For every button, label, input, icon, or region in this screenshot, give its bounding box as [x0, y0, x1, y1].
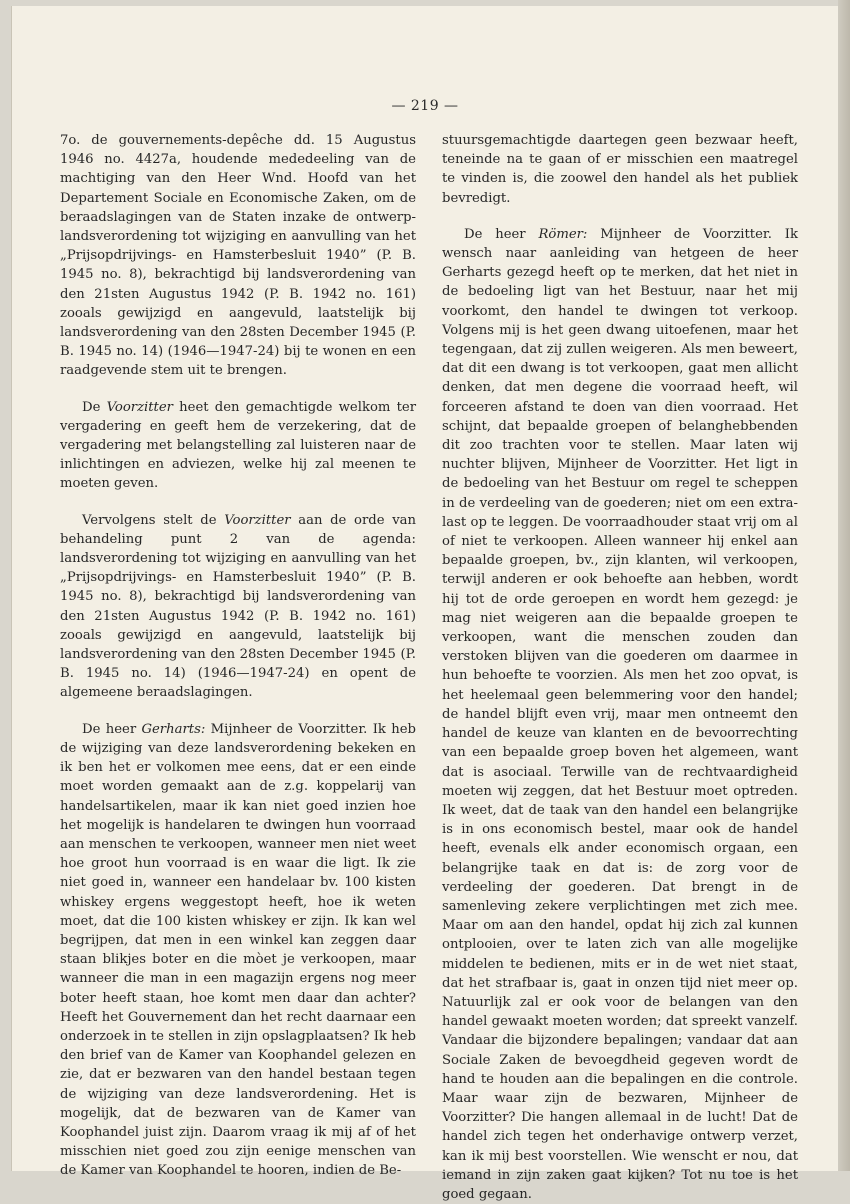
speaker-name: Gerharts: [141, 721, 206, 737]
document-page [12, 6, 838, 1202]
page-edge [838, 0, 850, 1171]
paragraph-voorzitter-welcome: De Voorzitter heet den gemachtigde welkom ter vergadering en geeft hem de verzekering, dat de vergadering met belangstelling zal luisteren naar de inlichtingen en adviezen, welke hij zal meenen te moeten geven. [60, 399, 416, 492]
paragraph-continuation: stuursgemachtigde daartegen geen bezwaar heeft, teneinde na te gaan of er misschien een maatregel te vinden is, die zoowel den handel als het publiek bevredigt. [442, 133, 798, 206]
left-column [60, 131, 416, 1181]
paragraph-romer: De heer Römer: Mijnheer de Voorzitter. Ik wensch naar aanleiding van hetgeen de heer Gerharts gezegd heeft op te merken, dat het niet in de bedoeling ligt van het Bestuur, naar het mij voorkomt, den handel te dwingen tot verkoop. Volgens mij is het geen dwang uitoefenen, maar het tegengaan, dat zij zullen weigeren. Als men beweert, dat dit een dwang is tot verkoopen, gaat men allicht denken, dat men degene die voorraad heeft, wil forceeren afstand te doen van dien voorraad. Het schijnt, dat bepaalde groepen of belanghebbenden dit zoo trachten voor te stellen. Maar laten wij nuchter blijven, Mijnheer de Voorzitter. Het ligt in de bedoeling van het Bestuur om regel te scheppen in de verdeeling van de goederen; niet om een extra-last op te leggen. De voorraadhouder staat vrij om al of niet te verkoopen. Alleen wanneer hij enkel aan bepaalde groepen, bv., zijn klanten, wil verkoopen, terwijl anderen er ook behoefte aan hebben, wordt hij tot de orde geroepen en wordt hem gezegd: je mag niet weigeren aan die bepaalde groepen te verkoopen, want die menschen zouden dan verstoken blijven van die goederen om daarmee in hun behoefte te voorzien. Als men het zoo opvat, is het heelemaal geen belemmering voor den handel; de handel blijft even vrij, maar men ontneemt den handel de keuze van klanten en de bevoorrechting van een bepaalde groep boven het algemeen, want dat is asociaal. Terwille van de rechtvaardigheid moeten wij zeggen, dat het Bestuur moet optreden. Ik weet, dat de taak van den handel een belangrijke is in ons economisch bestel, maar ook de handel heeft, evenals elk ander economisch orgaan, een belangrijke taak en dat is: de zorg voor de verdeeling der goederen. Dat brengt in de samenleving zekere verplichtingen met zich mee. Maar om aan den handel, opdat hij zich zal kunnen ontplooien, over te laten zich van alle mogelijke middelen te bedienen, mits er in de wet niet staat, dat het strafbaar is, gaat in onzen tijd niet meer op. Natuurlijk zal er ook voor de belangen van den handel gewaakt moeten worden; dat spreekt vanzelf. Vandaar die bijzondere bepalingen; vandaar dat aan Sociale Zaken de bevoegdheid gegeven wordt de hand te houden aan die bepalingen en die controle. Maar waar zijn de bezwaren, Mijnheer de Voorzitter? Die hangen allemaal in de lucht! Dat de handel zich tegen het onderhavige ontwerp verzet, kan ik mij best voorstellen. Wie wenscht er nou, dat iemand in zijn zaken gaat kijken? Tot nu toe is het goed gegaan. [442, 226, 798, 1202]
paragraph-gerharts: De heer Gerharts: Mijnheer de Voorzitter. Ik heb de wijziging van deze landsverordening bekeken en ik ben het er volkomen mee eens, dat er een einde moet worden gemaakt aan de z.g. koppelarij van handelsartikelen, maar ik kan niet goed inzien hoe het mogelijk is handelaren te dwingen hun voorraad aan menschen te verkoopen, wanneer men niet weet hoe groot hun voorraad is en waar die ligt. Ik zie niet goed in, wanneer een handelaar bv. 100 kisten whiskey ergens weggestopt heeft, hoe ik weten moet, dat die 100 kisten whiskey er zijn. Ik kan wel begrijpen, dat men in een winkel kan zeggen daar staan blikjes boter en die mòet je verkoopen, maar wanneer die man in een magazijn ergens nog meer boter heeft staan, hoe komt men daar dan achter? Heeft het Gouvernement dan het recht daarnaar een onderzoek in te stellen in zijn opslagplaatsen? Ik heb den brief van de Kamer van Koophandel gelezen en zie, dat er bezwaren van den handel bestaan tegen de wijziging van deze landsverordening. Het is mogelijk, dat de bezwaren van de Kamer van Koophandel juist zijn. Daarom vraag ik mij af of het misschien niet goed zou zijn eenige menschen van de Kamer van Koophandel te hooren, indien de Be- [60, 721, 416, 1179]
right-column [442, 131, 798, 1204]
paragraph-agenda: Vervolgens stelt de Voorzitter aan de orde van behandeling punt 2 van de agenda: landsverordening tot wijziging en aanvulling van het „Prijsopdrijvings- en Hamsterbesluit 1940” (P. B. 1945 no. 8), bekrachtigd bij landsverordening van den 21sten Augustus 1942 (P. B. 1942 no. 161) zooals gewijzigd en aangevuld, laatstelijk bij landsverordening van den 28sten December 1945 (P. B. 1945 no. 14) (1946—1947-24) en opent de algemeene beraadslagingen. [60, 512, 417, 701]
speaker-name: Voorzitter [106, 399, 173, 415]
speaker-name: Römer: [538, 226, 588, 242]
speaker-name: Voorzitter [224, 512, 291, 528]
page-number: — 219 — [391, 98, 459, 114]
paragraph-depeche: 7o. de gouvernements-depêche dd. 15 Augustus 1946 no. 4427a, houdende mededeeling van de machtiging van den Heer Wnd. Hoofd van het Departement Sociale en Economische Zaken, om de beraadslagingen van de Staten inzake de ontwerp-landsverordening tot wijziging en aanvulling van het „Prijsopdrijvings- en Hamsterbesluit 1940” (P. B. 1945 no. 8), bekrachtigd bij landsverordening van den 21sten Augustus 1942 (P. B. 1942 no. 161) zooals gewijzigd en aangevuld, laatstelijk bij landsverordening van den 28sten December 1945 (P. B. 1945 no. 14) (1946—1947-24) bij te wonen en een raadgevende stem uit te brengen. [60, 133, 416, 379]
